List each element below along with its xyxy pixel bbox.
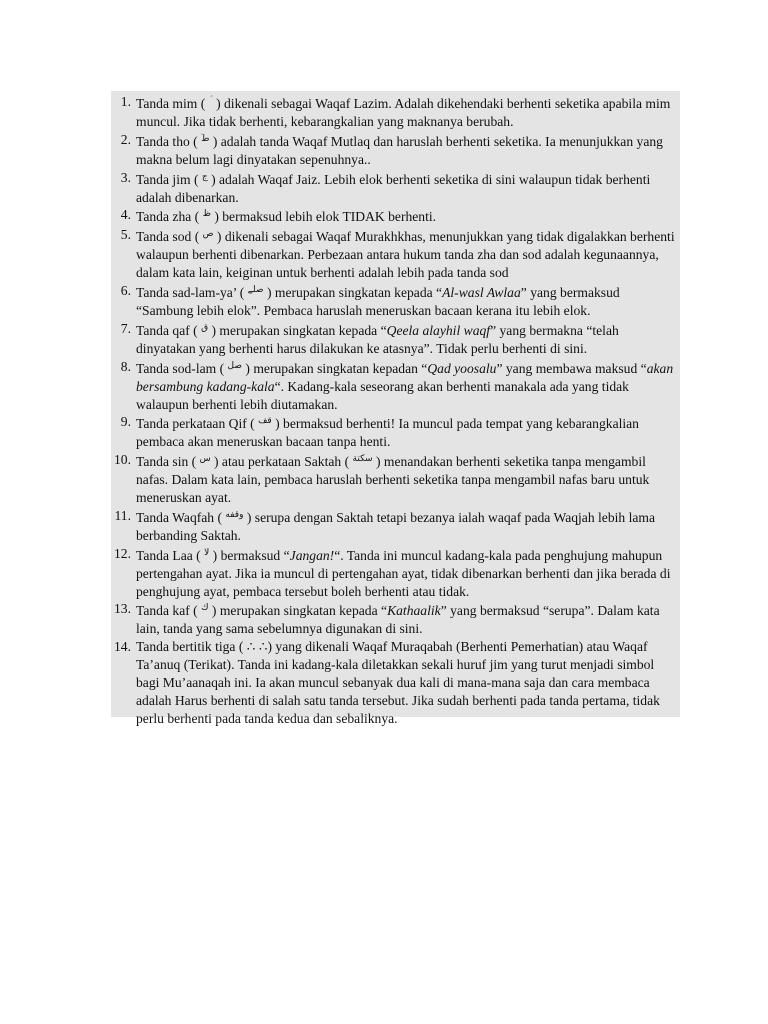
waqaf-symbol: وقفه <box>225 509 244 520</box>
item-text: ) merupakan singkatan kepadan “ <box>242 360 428 376</box>
item-number: 2. <box>120 131 131 147</box>
item-text: Tanda sad-lam-ya’ ( <box>136 285 248 301</box>
waqaf-sign-list <box>111 93 680 728</box>
waqaf-symbol: صلے <box>247 285 264 296</box>
list-item <box>111 93 680 131</box>
item-text: ) atau perkataan Saktah ( <box>210 454 353 470</box>
waqaf-symbol: لا <box>204 547 210 558</box>
item-number: 9. <box>120 414 131 430</box>
item-text: Tanda perkataan Qif ( <box>136 416 259 432</box>
waqaf-symbol: ج <box>201 171 208 182</box>
item-text: Tanda qaf ( <box>136 322 202 338</box>
item-number: 10. <box>114 452 131 468</box>
list-item <box>111 131 680 169</box>
list-item <box>111 638 680 728</box>
item-text: Tanda jim ( <box>136 171 202 187</box>
item-emphasis: Kathaalik <box>387 603 441 619</box>
item-number: 3. <box>120 169 131 185</box>
item-text: Tanda tho ( <box>136 133 202 149</box>
waqaf-symbol: صل <box>227 360 243 371</box>
item-text: ) bermaksud berhenti! Ia muncul pada tempat yang kebarangkalian pembaca akan meneruskan bacaan tanpa henti. <box>136 416 639 450</box>
list-item <box>111 358 680 414</box>
item-emphasis: Al-wasl Awlaa <box>442 285 521 301</box>
item-text: “. Kadang-kala seseorang akan berhenti manakala ada yang tidak walaupun berhenti lebih diutamakan. <box>136 378 629 412</box>
item-number: 1. <box>120 94 131 109</box>
item-text: ) merupakan singkatan kepada “ <box>208 603 388 619</box>
item-text: ) menandakan berhenti seketika tanpa mengambil nafas. Dalam kata lain, pembaca haruslah berhenti seketika tanpa mengambil nafas baru untuk meneruskan ayat. <box>136 454 650 506</box>
item-text: ) adalah tanda Waqaf Mutlaq dan haruslah berhenti seketika. Ia menunjukkan yang makna belum lagi dinyatakan sepenuhnya.. <box>136 133 663 167</box>
item-number: 5. <box>120 227 131 243</box>
item-text: Tanda mim ( <box>136 96 209 111</box>
item-number: 7. <box>120 320 131 336</box>
list-item <box>111 545 680 601</box>
waqaf-symbol: سكتة <box>352 454 373 465</box>
list-item <box>111 226 680 282</box>
item-text: ” yang bermakna “telah dinyatakan yang berhenti harus dilakukan ke atasnya”. Tidak perlu berhenti di sini. <box>136 322 619 356</box>
waqaf-symbol: ص <box>202 229 214 240</box>
item-text: Tanda sod-lam ( <box>136 360 228 376</box>
waqaf-symbol: ك <box>201 603 209 614</box>
item-text: ” yang bermaksud “Sambung lebih elok”. Pembaca haruslah meneruskan bacaan kerana itu lebih elok. <box>136 285 620 318</box>
item-text: Tanda Laa ( <box>136 547 205 563</box>
list-item <box>111 320 680 358</box>
item-text: ) merupakan singkatan kepada “ <box>208 322 387 338</box>
item-emphasis: Qeela alayhil waqf <box>386 322 491 338</box>
item-text: ) merupakan singkatan kepada “ <box>263 285 443 301</box>
item-text: ) dikenali sebagai Waqaf Murakhkhas, menunjukkan yang tidak digalakkan berhenti walaupun berhenti dibenarkan. Perbezaan antara hukum tanda zha dan sod adalah kegunaannya, dalam kata lain, keiginan untuk berhenti adalah lebih pada tanda sod <box>136 229 675 281</box>
item-text: Tanda zha ( <box>136 209 203 225</box>
waqaf-symbol: ۘط <box>201 133 210 144</box>
list-item <box>111 413 680 451</box>
list-item <box>111 282 680 320</box>
item-number: 14. <box>114 639 131 655</box>
item-text: Tanda kaf ( <box>136 603 202 619</box>
waqaf-symbol: ظ <box>202 209 211 220</box>
list-item <box>111 507 680 545</box>
item-number: 11. <box>114 507 131 523</box>
item-number: 4. <box>120 207 131 223</box>
list-item <box>111 451 680 507</box>
item-emphasis: akan bersambung kadang-kala <box>136 360 674 394</box>
item-text: ) adalah Waqaf Jaiz. Lebih elok berhenti seketika di sini walaupun tidak berhenti adalah dibenarkan. <box>136 171 651 205</box>
item-text: ) bermaksud lebih elok TIDAK berhenti. <box>210 209 437 225</box>
item-text: Tanda Waqfah ( <box>136 509 226 525</box>
item-text: Tanda sin ( <box>136 454 200 470</box>
waqaf-symbol: س <box>199 454 211 465</box>
waqaf-symbol: ق <box>201 322 209 333</box>
item-text: ” yang bermaksud “serupa”. Dalam kata lain, tanda yang sama sebelumnya digunakan di sini. <box>136 603 660 637</box>
list-item <box>111 169 680 207</box>
item-text: ) dikenali sebagai Waqaf Lazim. Adalah dikehendaki berhenti seketika apabila mim muncul. Jika tidak berhenti, kebarangkalian yang maknanya berubah. <box>136 96 671 129</box>
list-item <box>111 600 680 638</box>
item-emphasis: Jangan! <box>289 547 335 563</box>
item-text: “. Tanda ini muncul kadang-kala pada penghujung mahupun pertengahan ayat. Jika ia muncul di pertengahan ayat, tidak dibenarkan berhenti dan jika berada di penghujung ayat, pembaca tersebut boleh berhenti atau tidak. <box>136 547 671 599</box>
item-text: Tanda bertitik tiga ( <box>136 639 247 655</box>
item-number: 8. <box>120 358 131 374</box>
item-text: ” yang membawa maksud “ <box>496 360 647 376</box>
item-text: ) yang dikenali Waqaf Muraqabah (Berhenti Pemerhatian) atau Waqaf Ta’anuq (Terikat). Tanda ini kadang-kala diletakkan sekali huruf jim yang turut menjadi simbol bagi Mu’aanaqah ini. Ia akan muncul sebanyak dua kali di mana-mana saja dan cara membaca adalah Harus berhenti di salah satu tanda tersebut. Jika sudah berhenti pada tanda pertama, tidak perlu berhenti pada tanda kedua dan sebaliknya. <box>136 639 660 726</box>
item-emphasis: Qad yoosalu <box>427 360 497 376</box>
three-dots-symbol: ∴ ∴ <box>246 639 268 655</box>
item-number: 13. <box>114 601 131 617</box>
item-number: 6. <box>120 283 131 299</box>
item-text: ) bermaksud “ <box>209 547 290 563</box>
document-panel <box>111 91 680 726</box>
item-number: 12. <box>114 545 131 561</box>
waqaf-symbol: قف <box>258 416 272 427</box>
list-item <box>111 206 680 226</box>
item-text: Tanda sod ( <box>136 229 203 245</box>
item-text: ) serupa dengan Saktah tetapi bezanya ialah waqaf pada Waqjah lebih lama berbanding Saktah. <box>136 509 656 543</box>
